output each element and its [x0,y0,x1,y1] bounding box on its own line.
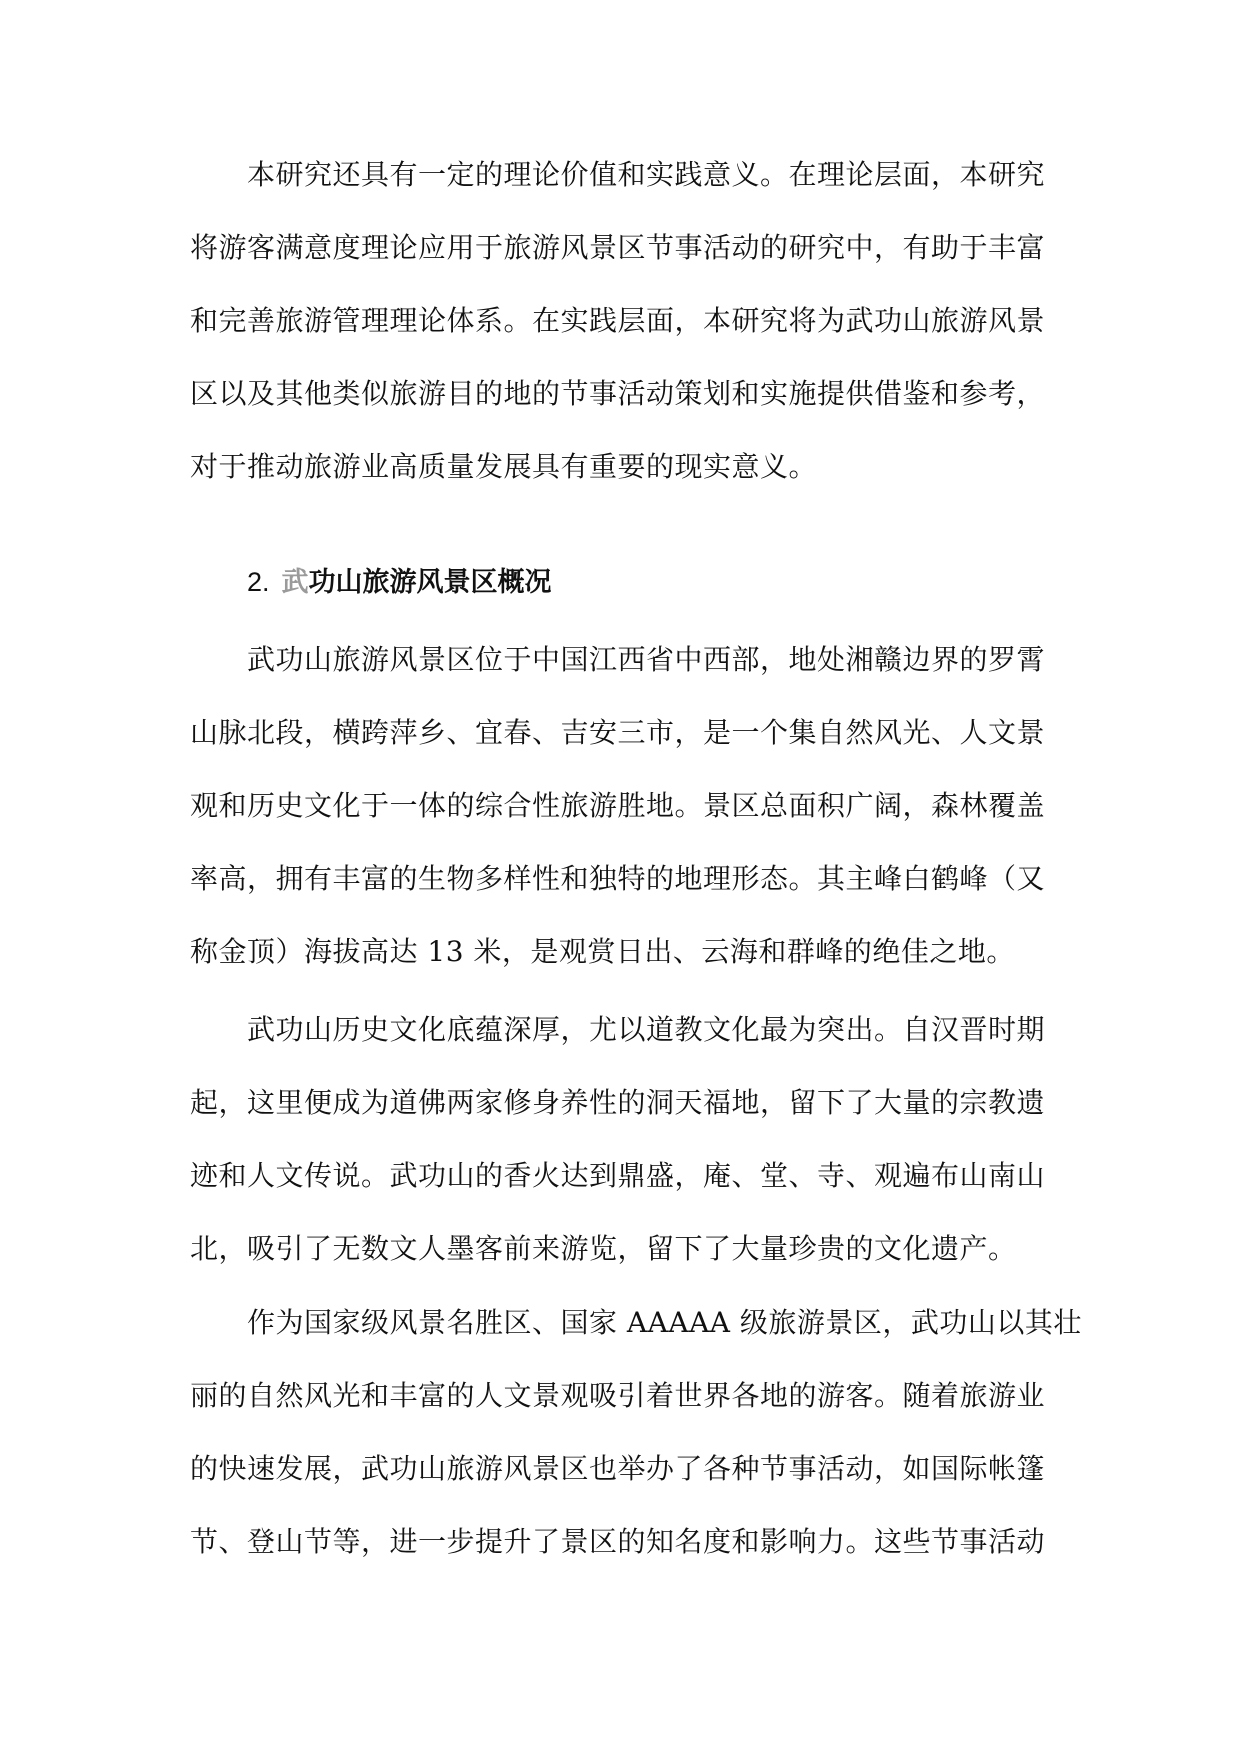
text-line: 武功山历史文化底蕴深厚，尤以道教文化最为突出。自汉晋时期 [247,1013,1046,1046]
paragraph-overview [190,623,1050,988]
text-line: 对于推动旅游业高质量发展具有重要的现实意义。 [190,450,818,483]
paragraph-history [190,993,1050,1285]
paragraph-tourism [190,1286,1082,1578]
text-line: 率高，拥有丰富的生物多样性和独特的地理形态。其主峰白鹤峰（又 [190,862,1046,895]
text-line: 和完善旅游管理理论体系。在实践层面，本研究将为武功山旅游风景 [190,304,1046,337]
text-line: 迹和人文传说。武功山的香火达到鼎盛，庵、堂、寺、观遍布山南山 [190,1159,1046,1192]
section-heading [190,546,1050,619]
text-line: 丽的自然风光和丰富的人文景观吸引着世界各地的游客。随着旅游业 [190,1379,1046,1412]
text-line: 节、登山节等，进一步提升了景区的知名度和影响力。这些节事活动 [190,1525,1046,1558]
text-line: 将游客满意度理论应用于旅游风景区节事活动的研究中，有助于丰富 [190,231,1046,264]
text-line: 山脉北段，横跨萍乡、宜春、吉安三市，是一个集自然风光、人文景 [190,716,1046,749]
text-line: 本研究还具有一定的理论价值和实践意义。在理论层面，本研究 [247,158,1046,191]
text-line: 武功山旅游风景区位于中国江西省中西部，地处湘赣边界的罗霄 [247,643,1046,676]
section-heading-text [190,546,1050,619]
text-line: 起，这里便成为道佛两家修身养性的洞天福地，留下了大量的宗教遗 [190,1086,1046,1119]
section-number: 2. [247,567,270,597]
section-title-first-char: 武 [281,567,309,598]
paragraph-research-significance [190,138,1050,503]
text-line: 称金顶）海拔高达 13 米，是观赏日出、云海和群峰的绝佳之地。 [190,935,1015,968]
section-title: 功山旅游风景区概况 [308,567,552,598]
text-line: 作为国家级风景名胜区、国家 AAAAA 级旅游景区，武功山以其壮 [247,1306,1082,1339]
text-line: 的快速发展，武功山旅游风景区也举办了各种节事活动，如国际帐篷 [190,1452,1046,1485]
text-line: 北，吸引了无数文人墨客前来游览，留下了大量珍贵的文化遗产。 [190,1232,1017,1265]
text-line: 观和历史文化于一体的综合性旅游胜地。景区总面积广阔，森林覆盖 [190,789,1046,822]
text-line: 区以及其他类似旅游目的地的节事活动策划和实施提供借鉴和参考， [190,377,1046,410]
